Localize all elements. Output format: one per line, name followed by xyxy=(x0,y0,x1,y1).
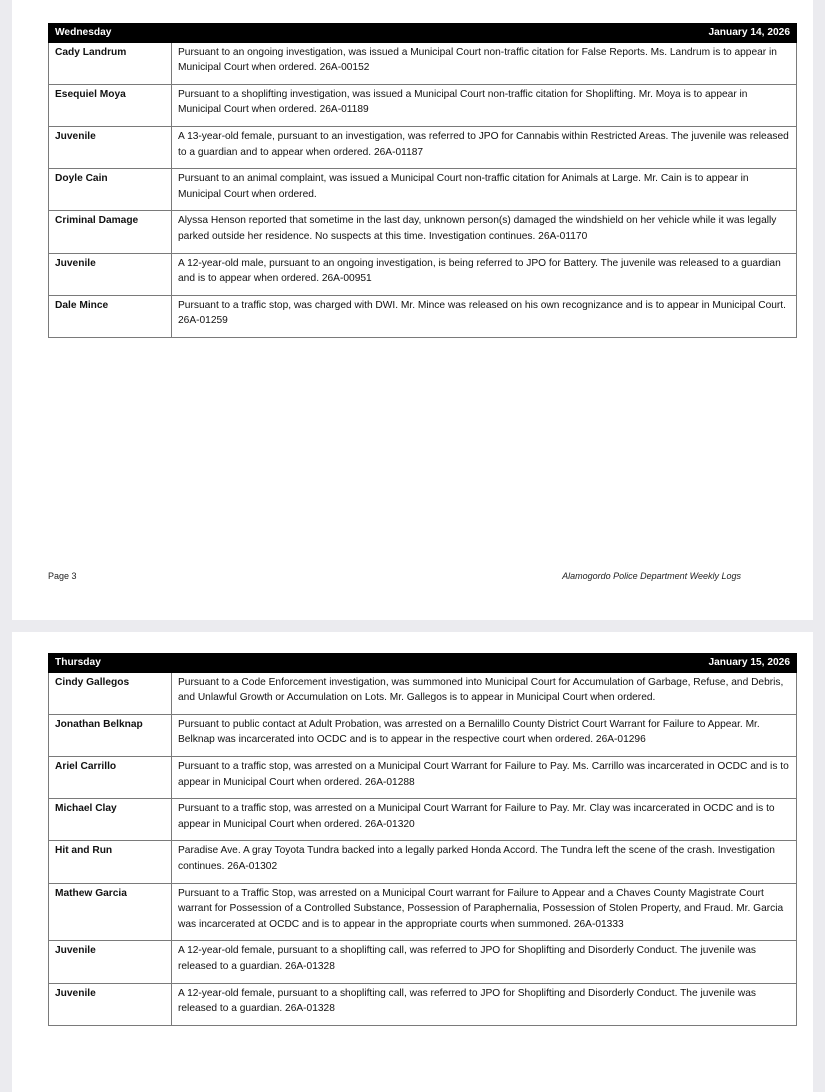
entry-subject: Doyle Cain xyxy=(49,169,172,211)
log-entry-row xyxy=(49,799,797,841)
log-entry-row xyxy=(49,84,797,126)
entry-subject: Juvenile xyxy=(49,983,172,1025)
page-number: Page 3 xyxy=(48,571,77,581)
document-page-3 xyxy=(12,0,813,620)
day-label: Wednesday xyxy=(49,24,172,43)
entry-description: Pursuant to a Code Enforcement investigation, was summoned into Municipal Court for Accumulation of Garbage, Refuse, and Debris, and Unlawful Growth or Accumulation on Lots. Mr. Gallegos is to appear in Municipal Court when ordered. xyxy=(172,672,797,714)
log-entry-row xyxy=(49,883,797,941)
entry-description: Pursuant to a Traffic Stop, was arrested on a Municipal Court warrant for Failure to Appear and a Chaves County Magistrate Court warrant for Possession of a Controlled Substance, Possession of Paraphernalia, Possession of Stolen Property, and Fraud. Mr. Garcia was incarcerated at OCDC and is to appear in the appropriate courts when summoned. 26A-01333 xyxy=(172,883,797,941)
log-entry-row xyxy=(49,253,797,295)
log-entry-row xyxy=(49,42,797,84)
date-label: January 14, 2026 xyxy=(172,24,797,43)
log-entry-row xyxy=(49,841,797,883)
entry-description: Pursuant to a traffic stop, was arrested on a Municipal Court Warrant for Failure to Pay. Mr. Clay was incarcerated in OCDC and is to appear in Municipal Court when ordered. 26A-01320 xyxy=(172,799,797,841)
entry-subject: Jonathan Belknap xyxy=(49,714,172,756)
entry-description: A 12-year-old female, pursuant to a shoplifting call, was referred to JPO for Shoplifting and Disorderly Conduct. The juvenile was released to a guardian. 26A-01328 xyxy=(172,983,797,1025)
entry-subject: Dale Mince xyxy=(49,295,172,337)
log-entry-row xyxy=(49,756,797,798)
day-label: Thursday xyxy=(49,654,172,673)
log-table-wednesday xyxy=(48,23,797,338)
entry-subject: Mathew Garcia xyxy=(49,883,172,941)
log-entry-row xyxy=(49,941,797,983)
entries xyxy=(49,42,797,337)
entry-subject: Esequiel Moya xyxy=(49,84,172,126)
entry-description: Pursuant to a traffic stop, was arrested on a Municipal Court Warrant for Failure to Pay. Ms. Carrillo was incarcerated in OCDC and is to appear in Municipal Court when ordered. 26A-01288 xyxy=(172,756,797,798)
log-entry-row xyxy=(49,295,797,337)
document-page-4 xyxy=(12,632,813,1092)
entry-subject: Juvenile xyxy=(49,941,172,983)
entry-subject: Cindy Gallegos xyxy=(49,672,172,714)
log-table-thursday xyxy=(48,653,797,1026)
entry-description: Pursuant to a traffic stop, was charged with DWI. Mr. Mince was released on his own recognizance and is to appear in Municipal Court. 26A-01259 xyxy=(172,295,797,337)
entry-description: Pursuant to a shoplifting investigation, was issued a Municipal Court non-traffic citation for Shoplifting. Mr. Moya is to appear in Municipal Court when ordered. 26A-01189 xyxy=(172,84,797,126)
log-entry-row xyxy=(49,211,797,253)
date-label: January 15, 2026 xyxy=(172,654,797,673)
document-footer-title: Alamogordo Police Department Weekly Logs xyxy=(562,571,741,581)
entry-subject: Cady Landrum xyxy=(49,42,172,84)
entry-subject: Juvenile xyxy=(49,253,172,295)
entry-subject: Criminal Damage xyxy=(49,211,172,253)
entry-description: A 13-year-old female, pursuant to an investigation, was referred to JPO for Cannabis within Restricted Areas. The juvenile was released to a guardian and to appear when ordered. 26A-01187 xyxy=(172,126,797,168)
entry-description: Paradise Ave. A gray Toyota Tundra backed into a legally parked Honda Accord. The Tundra left the scene of the crash. Investigation continues. 26A-01302 xyxy=(172,841,797,883)
entry-subject: Juvenile xyxy=(49,126,172,168)
entry-description: A 12-year-old male, pursuant to an ongoing investigation, is being referred to JPO for Battery. The juvenile was released to a guardian and is to appear when ordered. 26A-00951 xyxy=(172,253,797,295)
day-header-row xyxy=(49,654,797,673)
log-entry-row xyxy=(49,672,797,714)
entry-description: A 12-year-old female, pursuant to a shoplifting call, was referred to JPO for Shoplifting and Disorderly Conduct. The juvenile was released to a guardian. 26A-01328 xyxy=(172,941,797,983)
log-entry-row xyxy=(49,983,797,1025)
entries xyxy=(49,672,797,1025)
entry-description: Pursuant to public contact at Adult Probation, was arrested on a Bernalillo County District Court Warrant for Failure to Appear. Mr. Belknap was incarcerated into OCDC and is to appear in the respective court when ordered. 26A-01296 xyxy=(172,714,797,756)
entry-subject: Ariel Carrillo xyxy=(49,756,172,798)
log-entry-row xyxy=(49,714,797,756)
entry-subject: Hit and Run xyxy=(49,841,172,883)
log-entry-row xyxy=(49,126,797,168)
entry-description: Pursuant to an ongoing investigation, was issued a Municipal Court non-traffic citation for False Reports. Ms. Landrum is to appear in Municipal Court when ordered. 26A-00152 xyxy=(172,42,797,84)
log-entry-row xyxy=(49,169,797,211)
entry-description: Pursuant to an animal complaint, was issued a Municipal Court non-traffic citation for Animals at Large. Mr. Cain is to appear in Municipal Court when ordered. xyxy=(172,169,797,211)
entry-description: Alyssa Henson reported that sometime in the last day, unknown person(s) damaged the windshield on her vehicle while it was legally parked outside her residence. No suspects at this time. Investigation continues. 26A-01170 xyxy=(172,211,797,253)
entry-subject: Michael Clay xyxy=(49,799,172,841)
day-header-row xyxy=(49,24,797,43)
